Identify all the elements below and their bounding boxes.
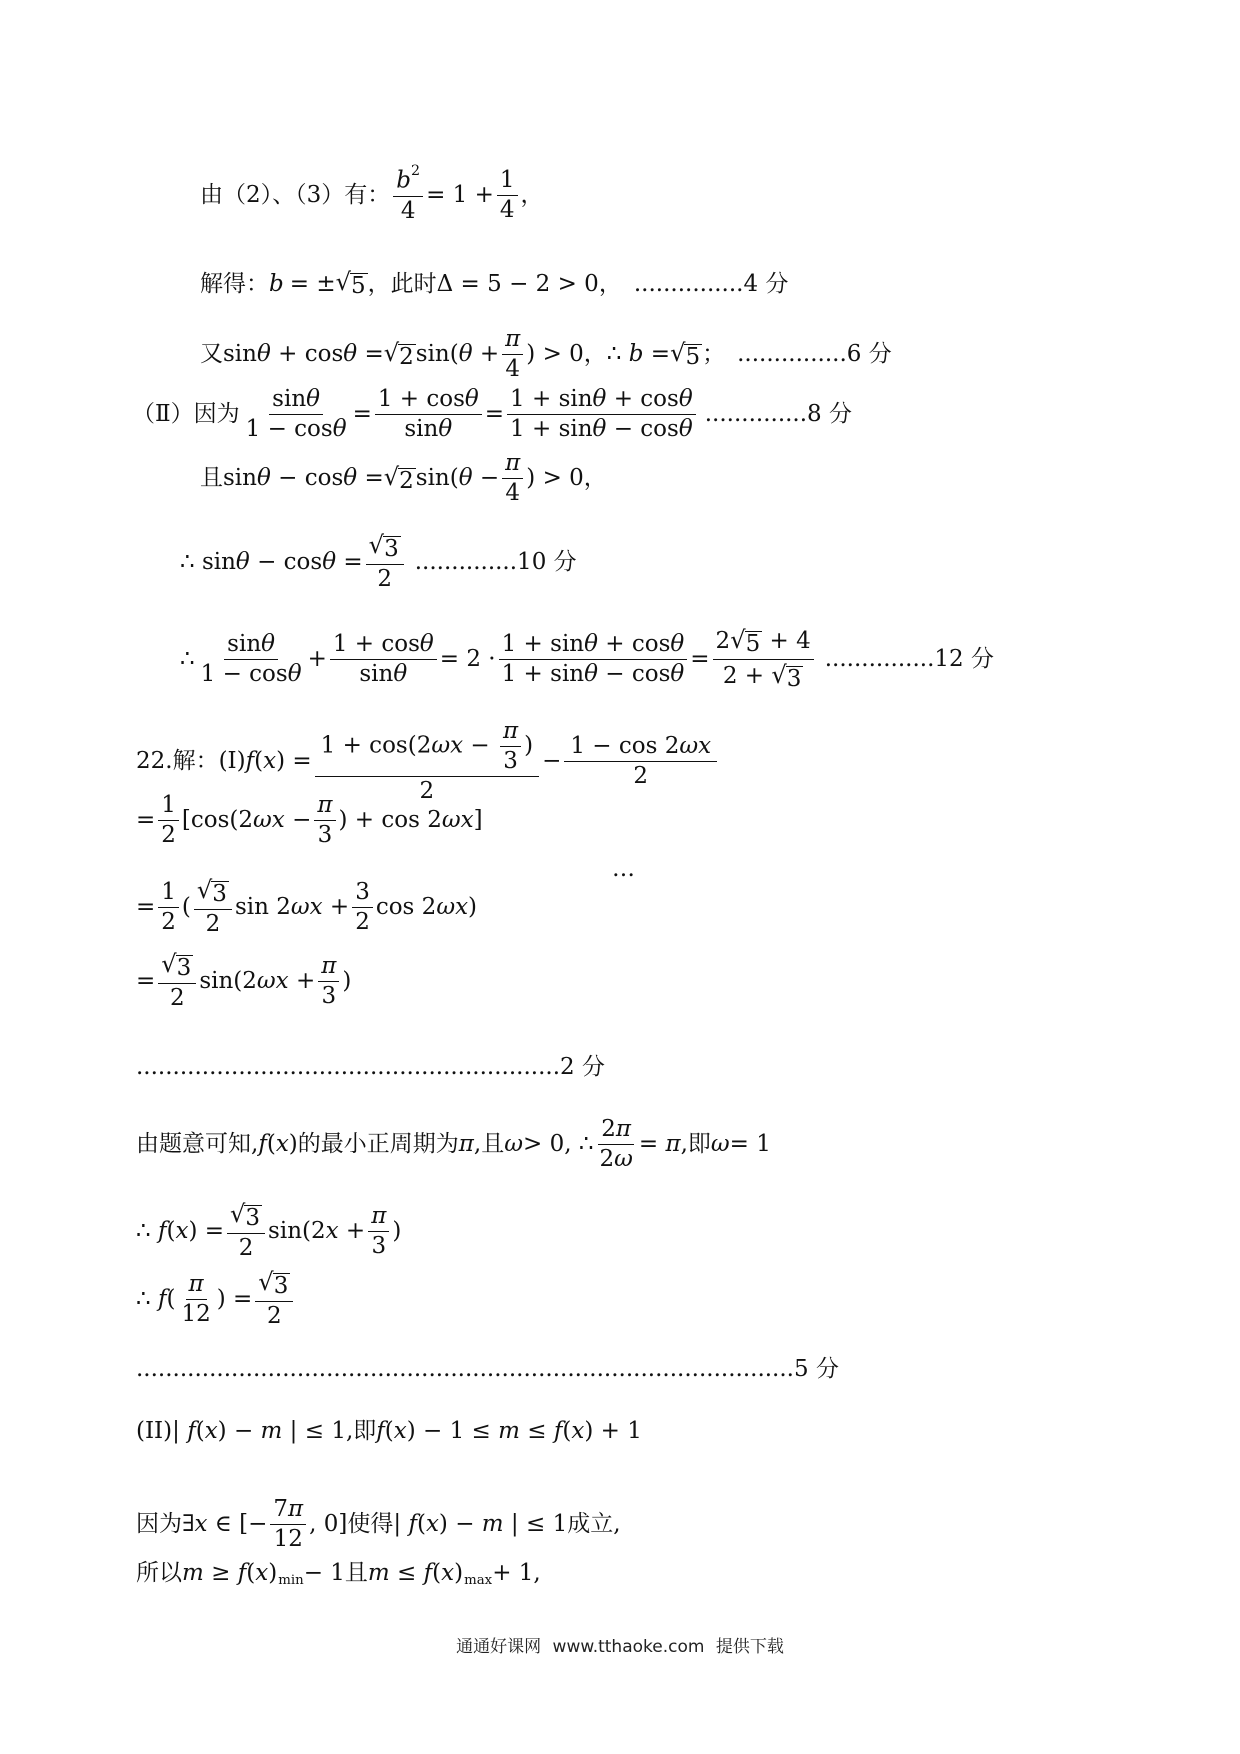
footer [0,1632,1240,1657]
score-10: ..............10 分 [414,548,577,575]
line-10-ellipsis: … [612,856,635,882]
line-17 [136,1358,839,1381]
score-12: ...............12 分 [824,646,994,672]
line-2: 解得： b = ± √ 5 ，此时 Δ = 5 − 2 > 0 ， ...............4 分 [200,268,789,299]
line-5: 且 sinθ − cosθ = √ 2 sin(θ − $\frac{\pi}{4}$ ) > 0 ， [200,450,607,506]
line-20: 所以 m ≥ f(x) min − 1 且 m ≤ f(x) max + 1 , [136,1560,541,1588]
line-15: ∴ f(x) = √ 3 2 sin(2x + $\frac{\pi}{3}$ ) [136,1200,402,1261]
footer-url[interactable]: www.tthaoke.com [552,1637,705,1657]
line-6: ∴ sinθ − cosθ = √ 3 2 ..............10 分 [180,531,577,592]
line-8: 22.解：(Ⅰ) f (x) = 1 + cos(2ωx − $\frac{\pi}{3}$ ) 2 − $\frac{1 - \cos 2\omega x}{2}$ [136,720,720,803]
line-12: = √ 3 2 sin(2ωx + $\frac{\pi}{3}$ ) [136,950,352,1011]
line-16: ∴ f( $\frac{\pi}{12}$ ) = √ 3 2 [136,1270,296,1328]
line-11: = $\frac{1}{2}$ ( √ 3 2 sin 2ωx + $\frac{3}{2}$ cos 2ωx) [136,876,478,937]
line-4: （Ⅱ）因为 $\frac{\sin\theta}{1 - \cos\theta}$ = $\frac{1 + \cos\theta}{\sin\theta}$ = $\frac{1 + \sin\theta + \cos\theta}{1 + \sin\theta - \cos\theta}$ ..............8 分 [132,386,853,442]
footer-suffix: 提供下载 [715,1637,784,1657]
score-2: ..........................................................2 分 [136,1054,605,1080]
score-8: ..............8 分 [704,401,853,427]
score-5: ..........................................................................................5 分 [136,1356,839,1382]
score-4: ...............4 分 [633,270,789,297]
line-1-prefix: 由（2）、（3）有： [200,181,391,208]
line-14: 由题意可知, f (x) 的最小正周期为 π ,且 ω > 0, ∴ $\frac{2\pi}{2\omega}$ = π ,即 ω = 1 [136,1116,771,1172]
line-19: 因为 ∃x ∈ [− $\frac{7\pi}{12}$ , 0] 使得 | f(x) − m | ≤ 1 成立, [136,1496,621,1552]
line-3: 又 sinθ + cosθ = √ 2 sin(θ + $\frac{\pi}{4}$ ) > 0 ， ∴ b = √ 5 ； ...............6 分 [200,326,892,382]
line-18: (II) | f(x) − m | ≤ 1 ,即 f(x) − 1 ≤ m ≤ f(x) + 1 [136,1418,642,1444]
line-9: = $\frac{1}{2}$ [cos(2ωx − $\frac{\pi}{3}$ ) + cos 2ωx] [136,792,483,848]
line-1: 由（2）、（3）有： $\frac{b^2}{4}$ = 1 + $\frac{1}{4}$ ， [200,163,544,224]
line-13 [136,1056,605,1079]
footer-site-name: 通通好课网 [456,1637,542,1657]
line-7: ∴ $\frac{\sin\theta}{1 - \cos\theta}$ + $\frac{1 + \cos\theta}{\sin\theta}$ = 2 · $\frac{1 + \sin\theta + \cos\theta}{1 + \sin\theta - \cos\theta}$ = 2 √ 5 + 4 2 + √ 3 ...............12 分 [180,626,994,692]
score-6: ...............6 分 [737,341,892,367]
